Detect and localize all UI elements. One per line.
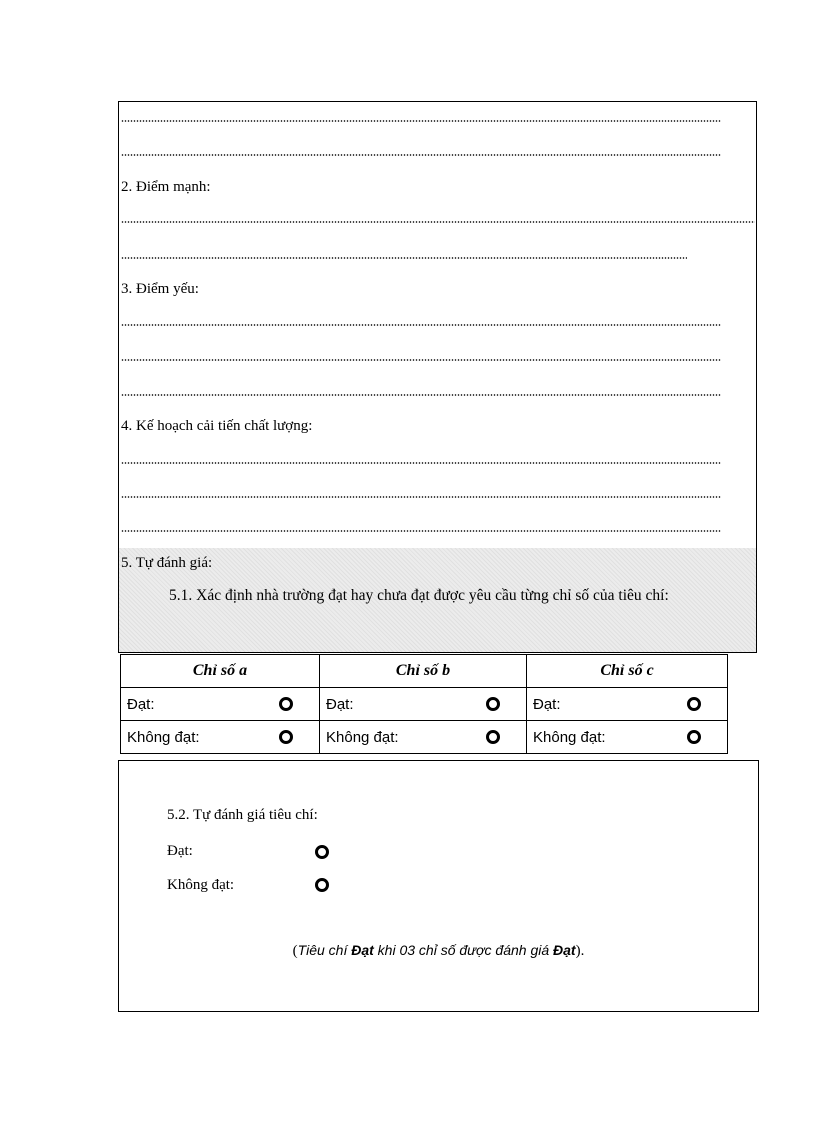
indicator-b-fail-cell bbox=[320, 721, 527, 754]
pass-label: Đạt: bbox=[326, 695, 354, 713]
dotted-line bbox=[121, 462, 721, 464]
indicator-b-fail-radio[interactable] bbox=[486, 730, 500, 744]
note-paren-open: ( bbox=[292, 943, 298, 959]
indicator-c-pass-radio[interactable] bbox=[687, 697, 701, 711]
dotted-line bbox=[121, 324, 721, 326]
dotted-line bbox=[121, 359, 721, 361]
indicator-c-pass-cell bbox=[527, 688, 728, 721]
indicator-c-fail-cell bbox=[527, 721, 728, 754]
indicator-a-header: Chỉ số a bbox=[121, 655, 320, 688]
criterion-fail-label: Không đạt: bbox=[167, 877, 235, 893]
fail-label: Không đạt: bbox=[533, 728, 606, 746]
indicator-b-header: Chỉ số b bbox=[320, 655, 527, 688]
criterion-pass-label: Đạt: bbox=[167, 843, 193, 859]
indicator-a-pass-radio[interactable] bbox=[279, 697, 293, 711]
criterion-evaluation-title: 5.2. Tự đánh giá tiêu chí: bbox=[167, 807, 318, 823]
improvement-plan-heading: 4. Kế hoạch cải tiến chất lượng: bbox=[121, 418, 313, 434]
self-evaluation-heading: 5. Tự đánh giá: bbox=[121, 555, 213, 571]
note-text: khi 03 chỉ số được đánh giá bbox=[373, 942, 554, 958]
note-paren-close: ). bbox=[575, 943, 585, 959]
note-text: Tiêu chí bbox=[297, 942, 352, 958]
dotted-line bbox=[121, 221, 755, 223]
indicator-c-header: Chỉ số c bbox=[527, 655, 728, 688]
dotted-line bbox=[121, 394, 721, 396]
note-emphasis: Đạt bbox=[351, 942, 374, 958]
fail-label: Không đạt: bbox=[127, 728, 200, 746]
pass-label: Đạt: bbox=[533, 695, 561, 713]
weaknesses-heading: 3. Điểm yếu: bbox=[121, 281, 199, 297]
dotted-line bbox=[121, 257, 687, 259]
indicator-table bbox=[120, 654, 728, 754]
indicator-a-fail-radio[interactable] bbox=[279, 730, 293, 744]
self-evaluation-instruction: 5.1. Xác định nhà trường đạt hay chưa đạt được yêu cầu từng chỉ số của tiêu chí: bbox=[169, 587, 669, 604]
note-emphasis: Đạt bbox=[553, 942, 576, 958]
indicator-a-fail-cell bbox=[121, 721, 320, 754]
dotted-line bbox=[121, 154, 721, 156]
criterion-fail-radio[interactable] bbox=[315, 878, 329, 892]
fail-label: Không đạt: bbox=[326, 728, 399, 746]
indicator-b-pass-radio[interactable] bbox=[486, 697, 500, 711]
self-assessment-form-box bbox=[118, 101, 757, 653]
indicator-c-fail-radio[interactable] bbox=[687, 730, 701, 744]
criterion-evaluation-box bbox=[118, 760, 759, 1012]
dotted-line bbox=[121, 530, 721, 532]
strengths-heading: 2. Điểm mạnh: bbox=[121, 179, 211, 195]
criterion-note bbox=[119, 942, 758, 960]
pass-label: Đạt: bbox=[127, 695, 155, 713]
dotted-line bbox=[121, 120, 721, 122]
criterion-pass-radio[interactable] bbox=[315, 845, 329, 859]
indicator-b-pass-cell bbox=[320, 688, 527, 721]
dotted-line bbox=[121, 496, 721, 498]
indicator-a-pass-cell bbox=[121, 688, 320, 721]
